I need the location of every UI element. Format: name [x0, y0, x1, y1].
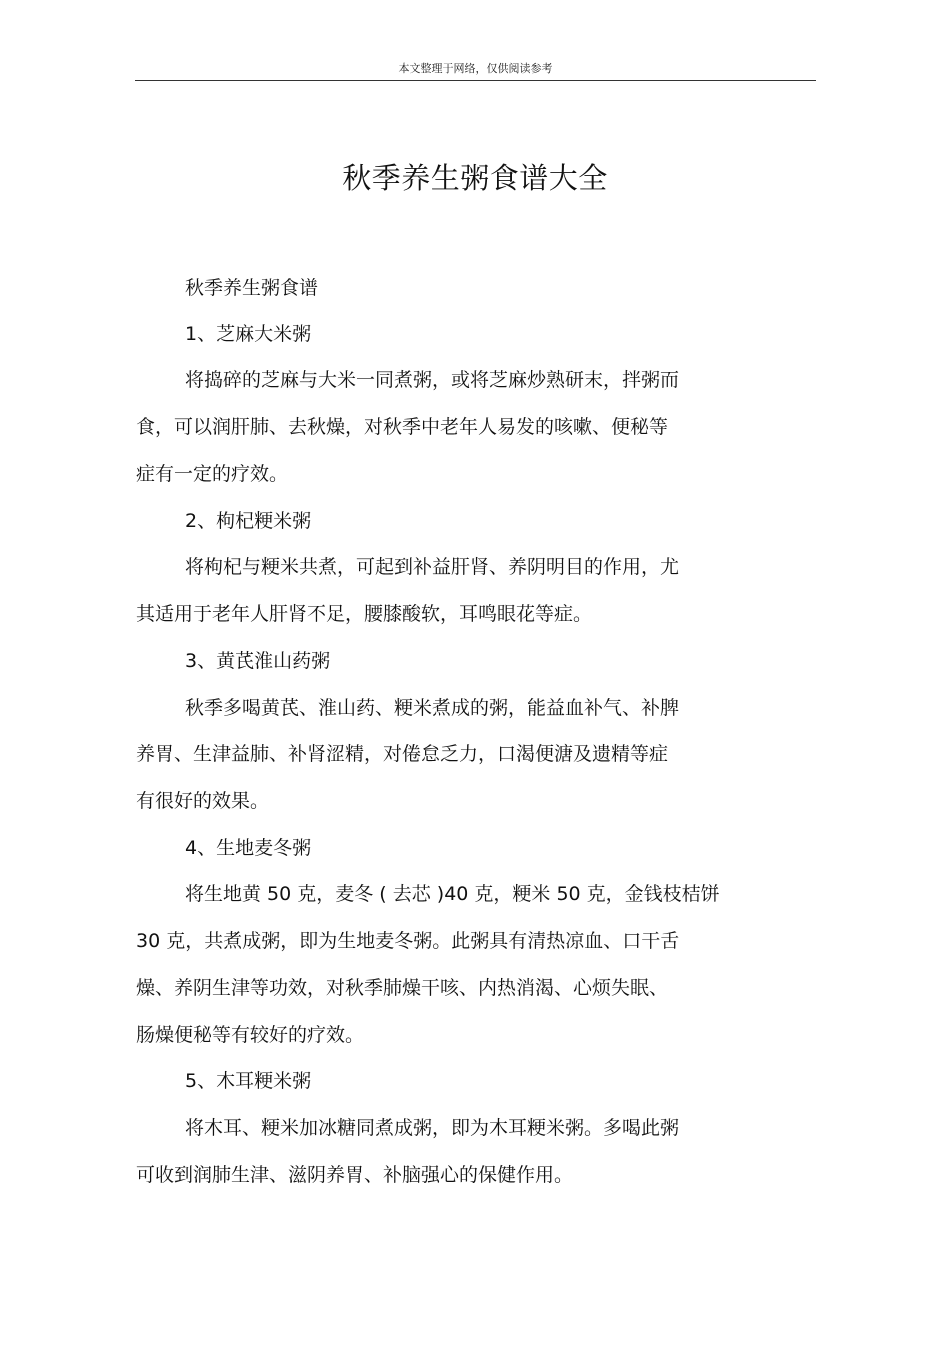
page-title: 秋季养生粥食谱大全: [342, 161, 608, 195]
recipe-heading-3: 3、黄芪淮山药粥: [185, 650, 331, 672]
recipe-3-text-line: 养胃、生津益肺、补肾涩精，对倦怠乏力，口渴便溏及遗精等症: [136, 743, 669, 765]
recipe-3-text-line: 有很好的效果。: [136, 790, 270, 812]
recipe-4-text-line: 将生地黄 50 克，麦冬 ( 去芯 )40 克，粳米 50 克，金钱枝桔饼: [185, 883, 720, 905]
recipe-heading-1: 1、芝麻大米粥: [185, 323, 312, 345]
recipe-heading-2: 2、枸杞粳米粥: [185, 510, 312, 532]
recipe-heading-5: 5、木耳粳米粥: [185, 1070, 312, 1092]
recipe-heading-4: 4、生地麦冬粥: [185, 837, 312, 859]
recipe-2-text-line: 将枸杞与粳米共煮，可起到补益肝肾、养阴明目的作用，尤: [185, 556, 680, 578]
section-heading: 秋季养生粥食谱: [185, 277, 319, 299]
recipe-1-text-line: 症有一定的疗效。: [136, 463, 289, 485]
recipe-4-text-line: 肠燥便秘等有较好的疗效。: [136, 1024, 365, 1046]
recipe-5-text-line: 将木耳、粳米加冰糖同煮成粥，即为木耳粳米粥。多喝此粥: [185, 1117, 680, 1139]
recipe-1-text-line: 将捣碎的芝麻与大米一同煮粥，或将芝麻炒熟研末，拌粥而: [185, 369, 680, 391]
recipe-3-text-line: 秋季多喝黄芪、淮山药、粳米煮成的粥，能益血补气、补脾: [185, 697, 680, 719]
recipe-1-text-line: 食，可以润肝肺、去秋燥，对秋季中老年人易发的咳嗽、便秘等: [136, 416, 669, 438]
page-header-note: 本文整理于网络，仅供阅读参考: [398, 62, 553, 75]
recipe-4-text-line: 燥、养阴生津等功效，对秋季肺燥干咳、内热消渴、心烦失眠、: [136, 977, 669, 999]
header-divider: [135, 80, 816, 81]
recipe-4-text-line: 30 克，共煮成粥，即为生地麦冬粥。此粥具有清热凉血、口干舌: [136, 930, 680, 952]
recipe-5-text-line: 可收到润肺生津、滋阴养胃、补脑强心的保健作用。: [136, 1164, 574, 1186]
recipe-2-text-line: 其适用于老年人肝肾不足，腰膝酸软，耳鸣眼花等症。: [136, 603, 593, 625]
